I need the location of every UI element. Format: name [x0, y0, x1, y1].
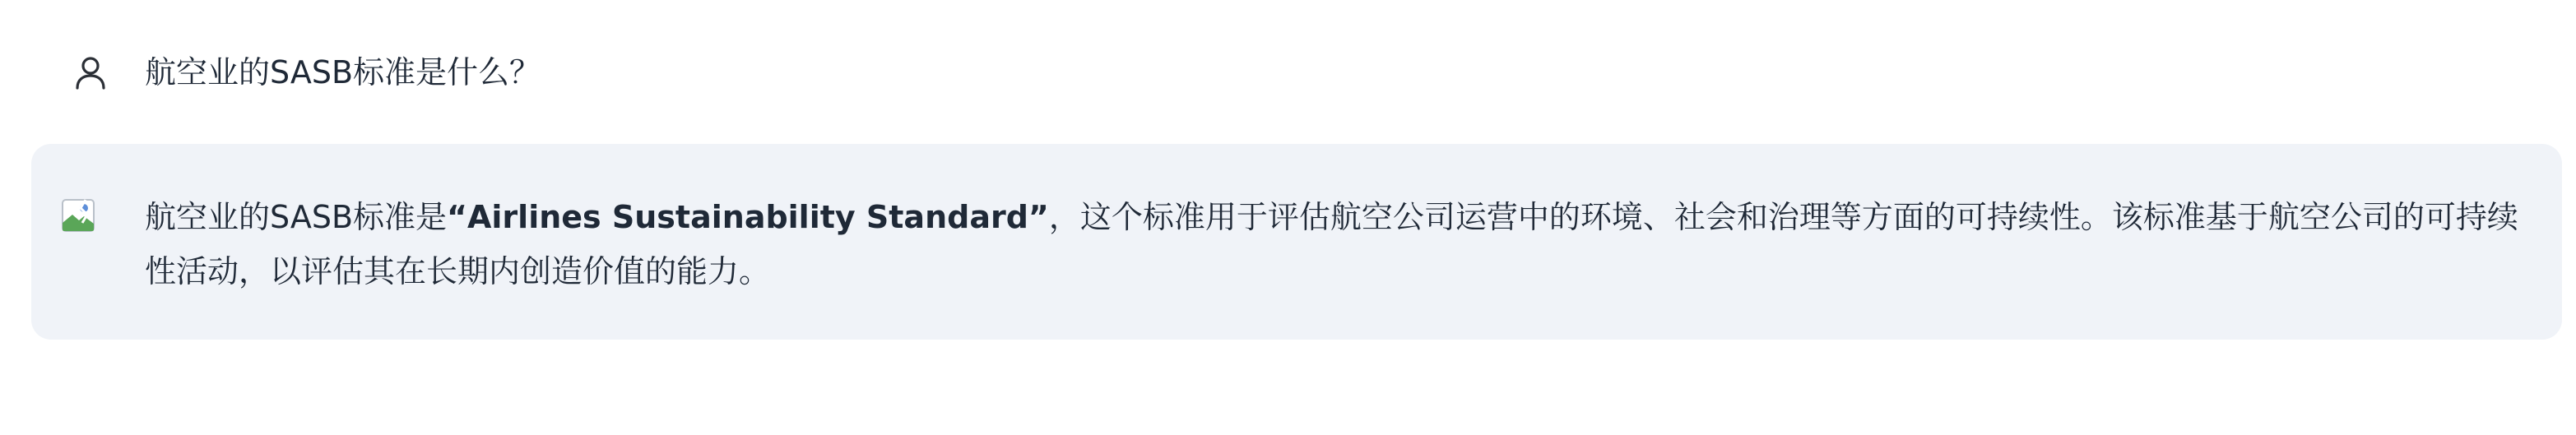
- user-message: [0, 0, 2576, 144]
- user-icon: [71, 53, 110, 92]
- assistant-text-after: ，这个标准用于评估航空公司运营中的环境、社会和治理等方面的可持续性。该标准基于航空公司的可持续性活动，以评估其在长期内创造价值的能力。: [145, 199, 2518, 289]
- assistant-text-strong: “Airlines Sustainability Standard”: [447, 199, 1049, 235]
- assistant-text-before: 航空业的SASB标准是: [145, 199, 448, 235]
- assistant-message-text: [145, 190, 2547, 298]
- user-message-text: 航空业的SASB标准是什么？: [145, 54, 541, 90]
- broken-image-icon: [61, 198, 95, 233]
- assistant-message: [31, 144, 2562, 340]
